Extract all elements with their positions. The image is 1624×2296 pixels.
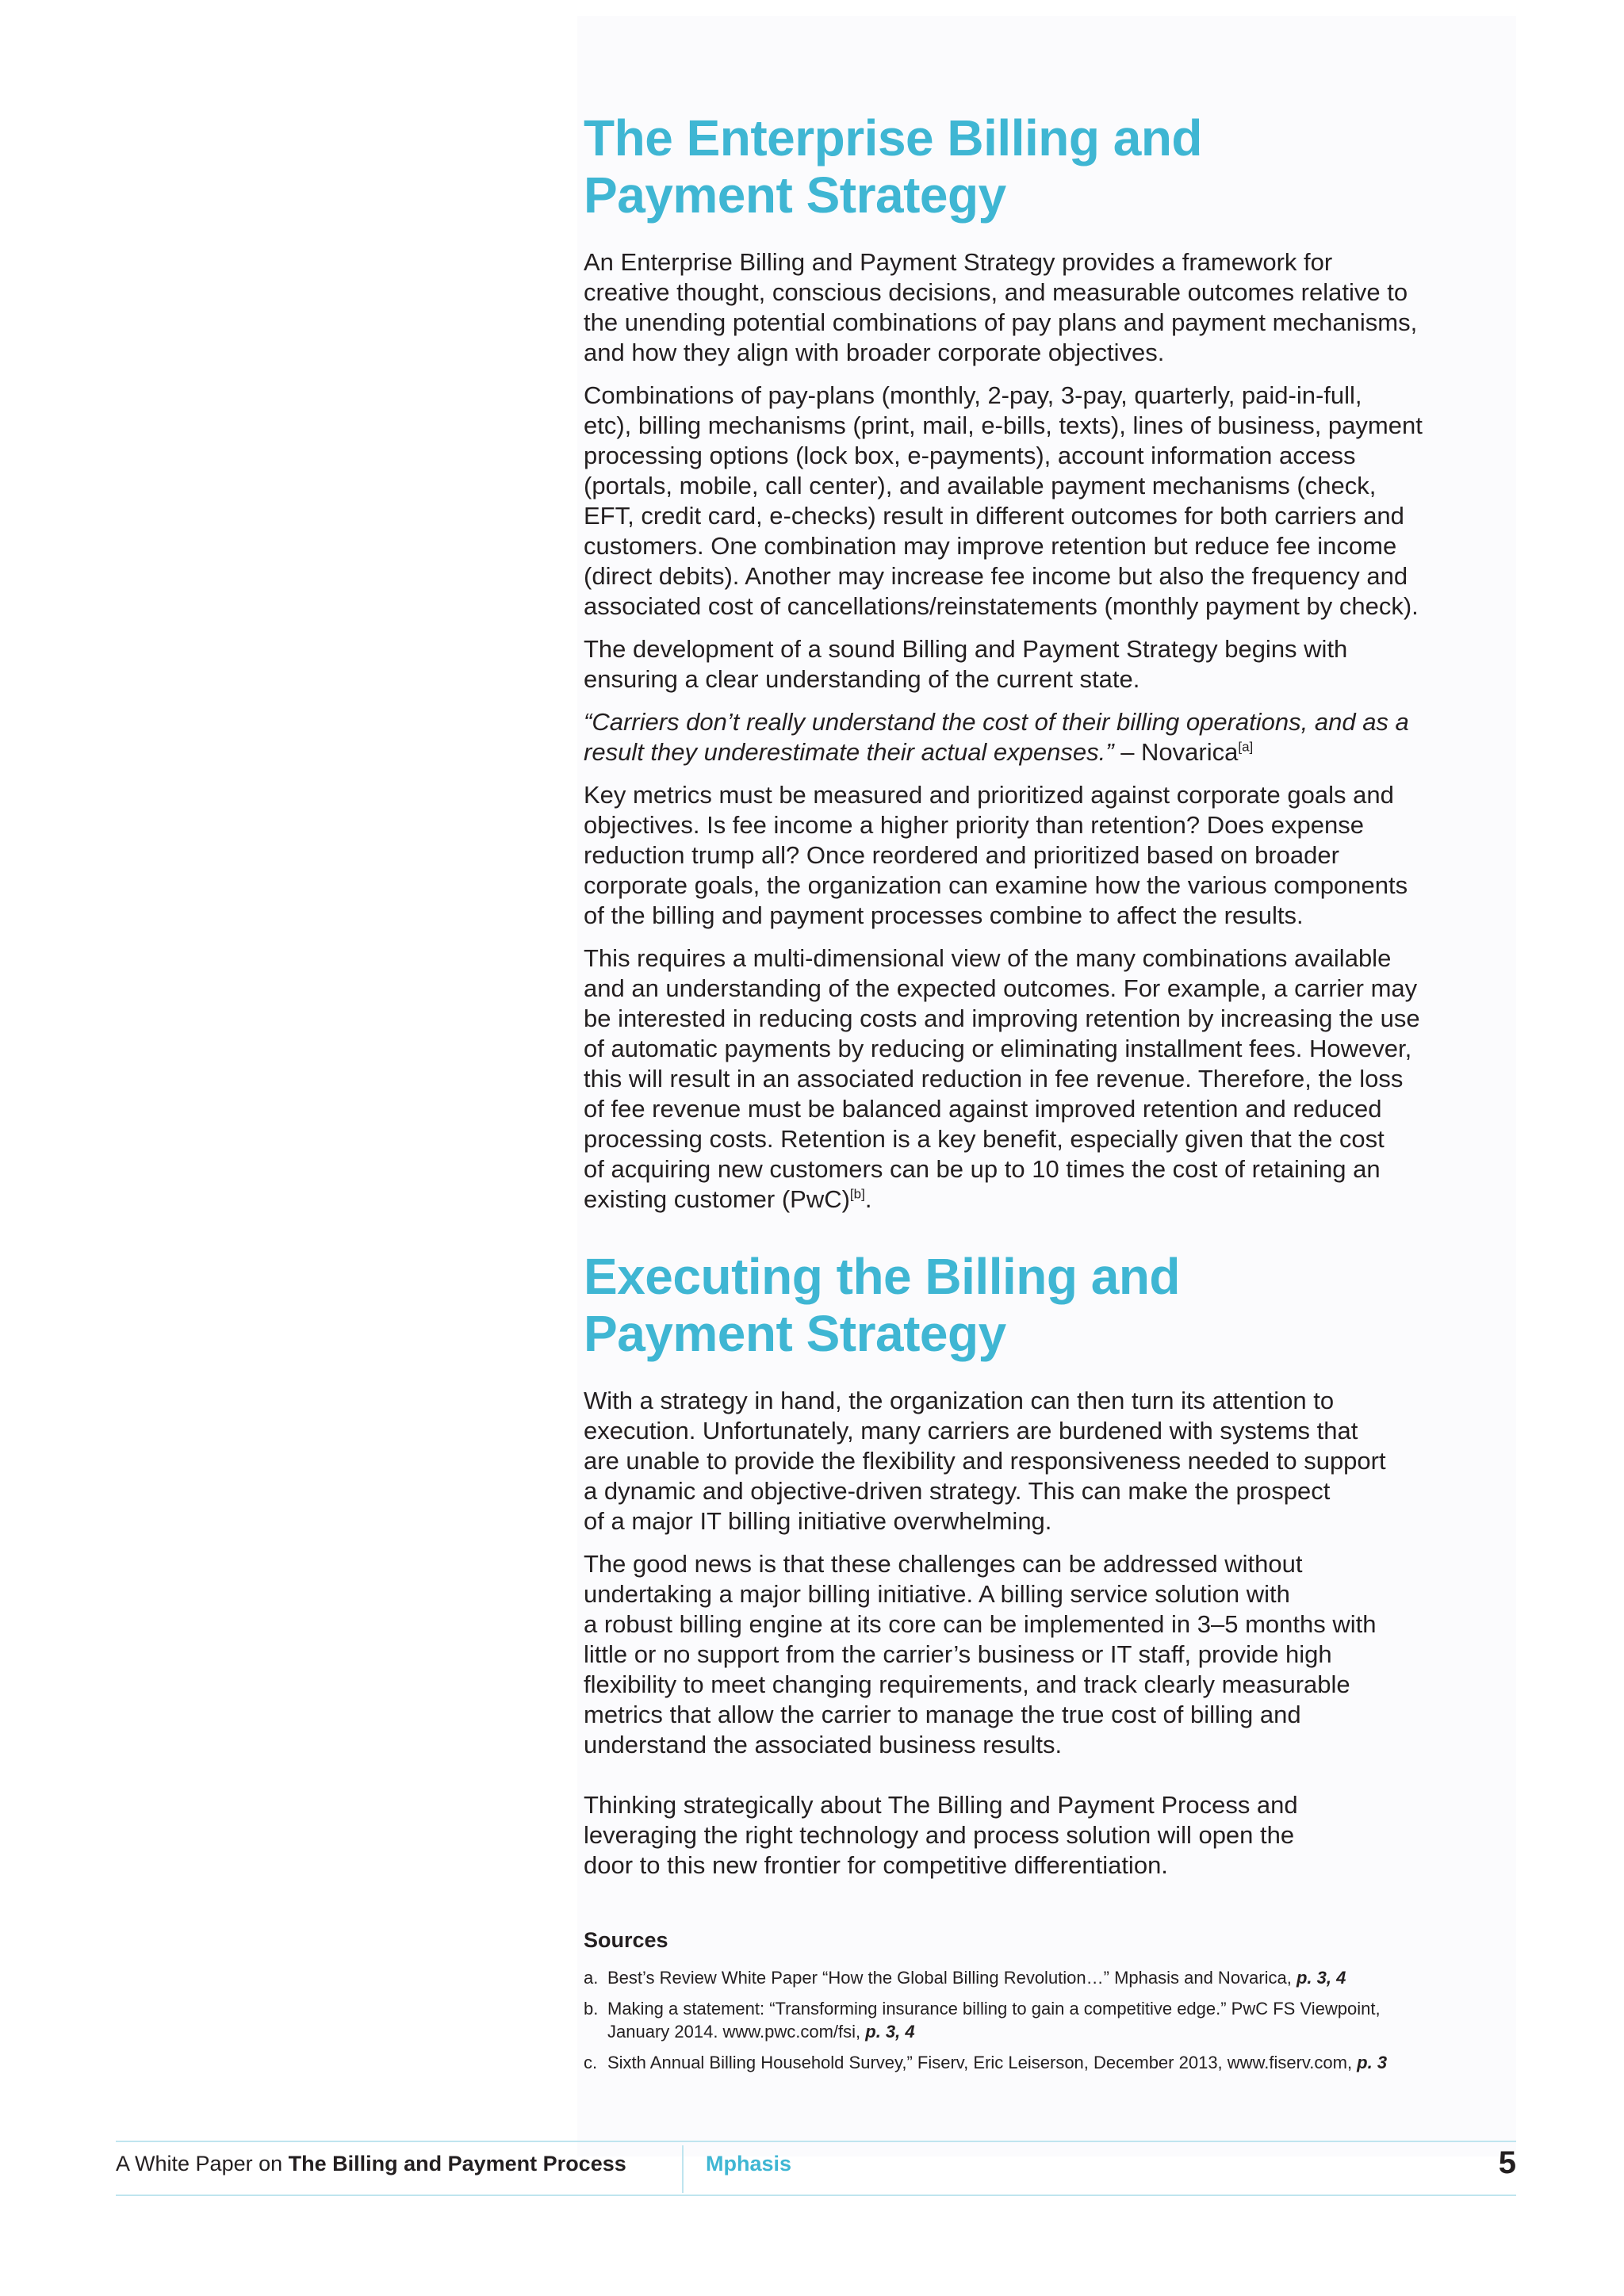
- paragraph: With a strategy in hand, the organization can then turn its attention to execution. Unfortunately, many carriers are burdened with systems that are unable to provide the flexibility and responsiveness needed to support a dynamic and objective-driven strategy. This can make the prospect of a major IT billing initiative overwhelming.: [584, 1387, 1386, 1535]
- citation-ref: [a]: [1238, 739, 1254, 755]
- source-citation: Sixth Annual Billing Household Survey,” Fiserv, Eric Leiserson, December 2013, www.fiserv.com,: [607, 2053, 1358, 2072]
- paragraph-with-citation: [584, 943, 1519, 1215]
- source-page: p. 3, 4: [1296, 1968, 1346, 1988]
- main-content: [584, 109, 1519, 2082]
- paragraph-text: This requires a multi-dimensional view of the many combinations available and an understanding of the expected outcomes. For example, a carrier may be interested in reducing costs and improving retention by increasing the use of automatic payments by reducing or eliminating installment fees. However, this will result in an associated reduction in fee revenue. Therefore, the loss of fee revenue must be balanced against improved retention and reduced processing costs. Retention is a key benefit, especially given that the cost of acquiring new customers can be up to 10 times the cost of retaining an existing customer (PwC): [584, 944, 1420, 1213]
- section-title-line: Payment Strategy: [584, 1305, 1006, 1362]
- source-page: p. 3: [1357, 2053, 1388, 2072]
- paragraph-end: .: [864, 1185, 872, 1213]
- source-item: [584, 2051, 1519, 2074]
- source-marker: c.: [584, 2053, 598, 2072]
- footer-brand: Mphasis: [706, 2152, 792, 2175]
- paragraph: The good news is that these challenges can be addressed without undertaking a major billing initiative. A billing service solution with a robust billing engine at its core can be implemented in 3–5 months with little or no support from the carrier’s business or IT staff, provide high flexibility to meet changing requirements, and track clearly measurable metrics that allow the carrier to manage the true cost of billing and understand the associated business results.: [584, 1550, 1377, 1758]
- page-number: 5: [1498, 2145, 1516, 2180]
- source-marker: b.: [584, 1999, 599, 2019]
- footer-top-rule: [116, 2141, 1516, 2142]
- footer-prefix: A White Paper on: [116, 2152, 289, 2175]
- source-text: [607, 1997, 1381, 2043]
- source-page: p. 3, 4: [865, 2022, 915, 2042]
- paragraph: The development of a sound Billing and Payment Strategy begins with ensuring a clear understanding of the current state.: [584, 635, 1348, 693]
- source-item: [584, 1997, 1519, 2043]
- source-marker: a.: [584, 1968, 599, 1988]
- source-citation: Best’s Review White Paper “How the Global Billing Revolution…” Mphasis and Novarica,: [607, 1968, 1297, 1988]
- source-item: [584, 1966, 1519, 1989]
- source-text: [607, 1966, 1346, 1989]
- section-title-line: Payment Strategy: [584, 166, 1006, 224]
- paragraph: An Enterprise Billing and Payment Strategy provides a framework for creative thought, conscious decisions, and measurable outcomes relative to the unending potential combinations of pay plans and payment mechanisms, and how they align with broader corporate objectives.: [584, 248, 1418, 366]
- footer-title: The Billing and Payment Process: [288, 2152, 626, 2175]
- paragraph: Combinations of pay-plans (monthly, 2-pay, 3-pay, quarterly, paid-in-full, etc), billing mechanisms (print, mail, e-bills, texts), lines of business, payment processing options (lock box, e-payments), account information access (portals, mobile, call center), and available payment mechanisms (check, EFT, credit card, e-checks) result in different outcomes for both carriers and customers. One combination may improve retention but reduce fee income (direct debits). Another may increase fee income but also the frequency and associated cost of cancellations/reinstatements (monthly payment by check).: [584, 381, 1423, 620]
- footer-doc-title: [116, 2150, 626, 2177]
- sources-heading: Sources: [584, 1928, 668, 1952]
- source-citation: Making a statement: “Transforming insurance billing to gain a competitive edge.” PwC FS Viewpoint, January 2014. www.pwc.com/fsi,: [607, 1999, 1381, 2042]
- paragraph: Thinking strategically about The Billing and Payment Process and leveraging the right technology and process solution will open the door to this new frontier for competitive differentiation.: [584, 1791, 1298, 1879]
- quote-attribution: – Novarica: [1113, 738, 1239, 766]
- section-title-strategy: [584, 109, 1519, 224]
- citation-ref: [b]: [849, 1186, 865, 1202]
- footer-bottom-rule: [116, 2195, 1516, 2196]
- section-title-line: The Enterprise Billing and: [584, 109, 1202, 166]
- footer-divider: [682, 2145, 684, 2193]
- quote-text: “Carriers don’t really understand the cost of their billing operations, and as a result they underestimate their actual expenses.”: [584, 708, 1409, 766]
- section-title-executing: [584, 1248, 1519, 1362]
- paragraph: Key metrics must be measured and prioritized against corporate goals and objectives. Is fee income a higher priority than retention? Does expense reduction trump all? Once reordered and prioritized based on broader corporate goals, the organization can examine how the various components of the billing and payment processes combine to affect the results.: [584, 781, 1408, 929]
- quote-paragraph: [584, 707, 1519, 767]
- source-text: [607, 2051, 1387, 2074]
- section-title-line: Executing the Billing and: [584, 1248, 1180, 1305]
